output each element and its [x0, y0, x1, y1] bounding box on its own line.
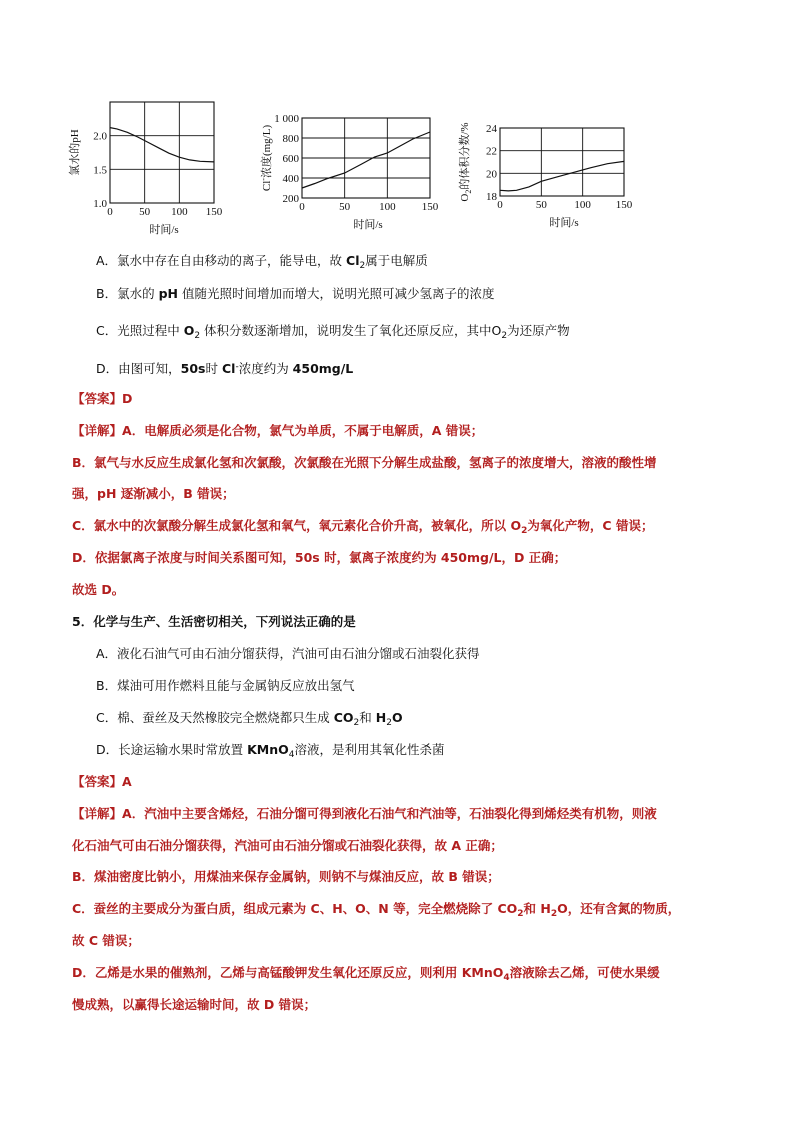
- subscript: 2: [359, 261, 366, 271]
- subscript: 2: [501, 331, 508, 341]
- x-axis-label: 时间/s: [353, 219, 383, 231]
- superscript: -: [235, 362, 239, 372]
- series-line: [110, 128, 214, 162]
- y-axis-label: $O_2$的体积分数/%: [459, 122, 473, 202]
- q5-stem: 5．化学与生产、生活密切相关，下列说法正确的是: [72, 614, 356, 629]
- y-tick-label: 24: [486, 123, 497, 135]
- text: A．氯水中存在自由移动的离子，能导电，故: [96, 253, 347, 268]
- x-tick-label: 50: [339, 201, 351, 213]
- q5-option-a: A．液化石油气可由石油分馏获得，汽油可由石油分馏或石油裂化获得: [96, 646, 480, 661]
- q5-detail-1: [72, 805, 657, 823]
- subscript: 2: [521, 526, 528, 536]
- x-tick-label: 0: [299, 201, 305, 213]
- answer-label: 【答案】: [72, 774, 123, 789]
- y-tick-label: 400: [282, 173, 299, 185]
- q4-option-a: [96, 252, 428, 275]
- q4-option-d: [96, 358, 353, 378]
- x-tick-label: 150: [421, 201, 439, 213]
- text: 450mg/L: [292, 361, 354, 376]
- text: 和 H: [523, 901, 551, 916]
- chart-cl: [250, 108, 440, 238]
- text: D．长途运输水果时常放置: [96, 742, 248, 757]
- subscript: 2: [386, 718, 392, 728]
- text: 溶液，是利用其氧化性杀菌: [294, 742, 445, 757]
- text: pH: [158, 286, 178, 301]
- y-axis-label: 氯水的pH: [69, 129, 81, 176]
- y-tick-label: 1.5: [93, 164, 107, 177]
- y-tick-label: 600: [282, 153, 299, 165]
- subscript: 2: [353, 718, 360, 728]
- text: Cl: [221, 361, 236, 376]
- text: C．光照过程中: [96, 323, 184, 338]
- text: 溶液除去乙烯，可使水果缓: [509, 965, 660, 980]
- q5-detail-7: 慢成熟，以赢得长途运输时间，故 D 错误；: [72, 997, 317, 1012]
- text: 为氧化产物，C 错误；: [527, 518, 654, 533]
- detail-label: 【详解】: [72, 806, 123, 821]
- q4-detail-5: D．依据氯离子浓度与时间关系图可知，50s 时，氯离子浓度约为 450mg/L，D 正确；: [72, 550, 567, 565]
- y-tick-label: 200: [282, 193, 299, 205]
- chart-ph-svg: [64, 96, 234, 236]
- text: 时: [205, 361, 222, 376]
- text: 和: [359, 710, 376, 725]
- y-tick-label: 22: [486, 145, 497, 158]
- q5-detail-2: 化石油气可由石油分馏获得，汽油可由石油分馏或石油裂化获得，故 A 正确；: [72, 838, 503, 853]
- chart-o2: [448, 114, 638, 238]
- text: B．氯水的: [96, 286, 159, 301]
- q4-option-c: [96, 322, 570, 345]
- x-axis-label: 时间/s: [149, 224, 179, 236]
- q5-detail-5: 故 C 错误；: [72, 933, 140, 948]
- q5-detail-3: B．煤油密度比钠小，用煤油来保存金属钠，则钠不与煤油反应，故 B 错误；: [72, 869, 500, 884]
- answer-value: D: [122, 391, 133, 406]
- x-tick-label: 150: [205, 206, 223, 218]
- q5-detail-4: [72, 900, 680, 923]
- text: A．汽油中主要含烯烃，石油分馏可得到液化石油气和汽油等，石油裂化得到烯烃类有机物，则液: [122, 806, 657, 821]
- subscript: 4: [503, 973, 510, 983]
- q4-detail-6: 故选 D。: [72, 582, 125, 597]
- y-tick-label: 1 000: [274, 113, 299, 125]
- x-tick-label: 50: [139, 206, 151, 218]
- text: Cl: [346, 253, 360, 268]
- q4-option-b: [96, 285, 494, 303]
- subscript: 2: [550, 909, 558, 919]
- y-tick-label: 800: [282, 133, 299, 145]
- text: D．乙烯是水果的催熟剂，乙烯与高锰酸钾发生氧化还原反应，则利用 KMnO: [72, 965, 504, 980]
- q5-option-c: [96, 709, 403, 732]
- q5-option-d: [96, 741, 445, 764]
- detail-label: 【详解】: [72, 423, 123, 438]
- text: 50s: [180, 361, 206, 376]
- y-tick-label: 1.0: [93, 198, 107, 210]
- series-line: [302, 132, 430, 188]
- q5-answer: [72, 773, 132, 791]
- q4-detail-4: [72, 517, 653, 540]
- text: O: [391, 710, 403, 725]
- q4-answer: [72, 390, 132, 408]
- q5-detail-6: [72, 964, 660, 987]
- text: CO: [333, 710, 354, 725]
- x-tick-label: 100: [379, 201, 396, 213]
- text: 浓度约为: [238, 361, 293, 376]
- text: C．氯水中的次氯酸分解生成氯化氢和氧气，氧元素化合价升高，被氧化，所以 O: [72, 518, 522, 533]
- x-tick-label: 50: [535, 199, 547, 211]
- answer-label: 【答案】: [72, 391, 123, 406]
- y-tick-label: 18: [486, 191, 497, 203]
- text: 为还原产物: [507, 323, 570, 338]
- text: H: [375, 710, 387, 725]
- text: C．棉、蚕丝及天然橡胶完全燃烧都只生成: [96, 710, 334, 725]
- subscript: 2: [517, 909, 524, 919]
- text: O: [183, 323, 195, 338]
- plot-frame: [110, 102, 214, 203]
- x-tick-label: 0: [497, 199, 503, 211]
- q4-detail-1: [72, 422, 483, 440]
- text: KMnO: [247, 742, 289, 757]
- y-tick-label: 20: [486, 168, 497, 181]
- subscript: 2: [194, 331, 201, 341]
- text: O，还有含氮的物质，: [557, 901, 681, 916]
- x-axis-label: 时间/s: [549, 217, 579, 229]
- chart-o2-svg: [448, 114, 638, 238]
- series-line: [500, 161, 624, 191]
- text: D．由图可知，: [96, 361, 181, 376]
- q4-detail-2: B．氯气与水反应生成氯化氢和次氯酸，次氯酸在光照下分解生成盐酸，氢离子的浓度增大，溶液的酸性增: [72, 455, 657, 470]
- y-tick-label: 2.0: [93, 130, 107, 143]
- x-tick-label: 0: [107, 206, 113, 218]
- plot-frame: [500, 128, 624, 196]
- x-tick-label: 100: [171, 206, 188, 218]
- chart-cl-svg: [250, 108, 440, 238]
- q4-detail-3: 强，pH 逐渐减小，B 错误；: [72, 486, 235, 501]
- y-axis-label: Cl-浓度(mg/L): [259, 124, 273, 192]
- text: C．蚕丝的主要成分为蛋白质，组成元素为 C、H、O、N 等，完全燃烧除了 CO: [72, 901, 518, 916]
- text: A．电解质必须是化合物，氯气为单质，不属于电解质，A 错误；: [122, 423, 484, 438]
- x-tick-label: 100: [574, 199, 591, 211]
- text: 体积分数逐渐增加，说明发生了氧化还原反应，其中O: [200, 323, 502, 338]
- answer-value: A: [122, 774, 132, 789]
- text: 值随光照时间增加而增大，说明光照可减少氢离子的浓度: [177, 286, 495, 301]
- q5-option-b: B．煤油可用作燃料且能与金属钠反应放出氢气: [96, 678, 355, 693]
- chart-ph: [64, 96, 234, 236]
- text: 属于电解质: [365, 253, 428, 268]
- subscript: 4: [288, 750, 295, 760]
- x-tick-label: 150: [615, 199, 633, 211]
